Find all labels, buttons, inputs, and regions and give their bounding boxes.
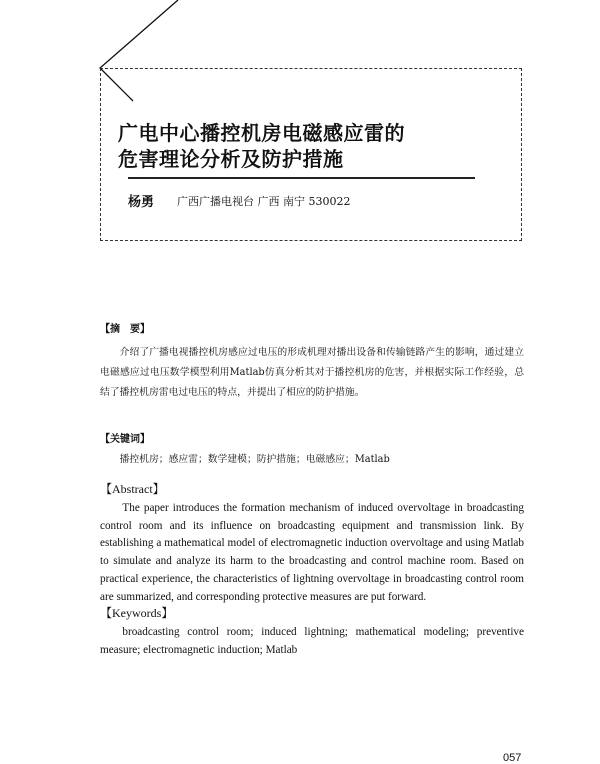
- title-line-2: 危害理论分析及防护措施: [118, 147, 344, 171]
- page-number: 057: [503, 752, 522, 764]
- keywords-cn-body: 播控机房；感应雷；数学建模；防护措施；电磁感应；Matlab: [119, 454, 390, 465]
- keywords-en-body: broadcasting control room; induced lightning; mathematical modeling; preventive measure; electromagnetic induction; Matlab: [100, 626, 524, 656]
- title-line-1: 广电中心播控机房电磁感应雷的: [118, 121, 405, 145]
- abstract-en-body: The paper introduces the formation mechanism of induced overvoltage in broadcasting control room and its influence on broadcasting equipment and transmission link. By establishing a mathematical model of electromagnetic induction overvoltage and using Matlab to simulate and analyze its harm to the broadcasting and control machine room. Based on practical experience, the characteristics of lightning overvoltage in broadcasting control room are summarized, and corresponding protective measures are put forward.: [100, 502, 524, 603]
- title-rule: [128, 177, 475, 179]
- keywords-cn-heading: 【关键词】: [100, 434, 150, 445]
- author-affiliation: 广西广播电视台 广西 南宁 530022: [177, 195, 351, 208]
- abstract-cn-body: 介绍了广播电视播控机房感应过电压的形成机理对播出设备和传输链路产生的影响，通过建立电磁感应过电压数学模型利用Matlab仿真分析其对于播控机房的危害，并根据实际工作经验，总结了播控机房雷电过电压的特点，并提出了相应的防护措施。: [100, 347, 524, 398]
- author-name: 杨勇: [128, 195, 155, 210]
- keywords-en-heading: 【Keywords】: [100, 606, 174, 620]
- abstract-en-heading: 【Abstract】: [100, 482, 165, 496]
- abstract-cn-heading: 【摘 要】: [100, 324, 150, 335]
